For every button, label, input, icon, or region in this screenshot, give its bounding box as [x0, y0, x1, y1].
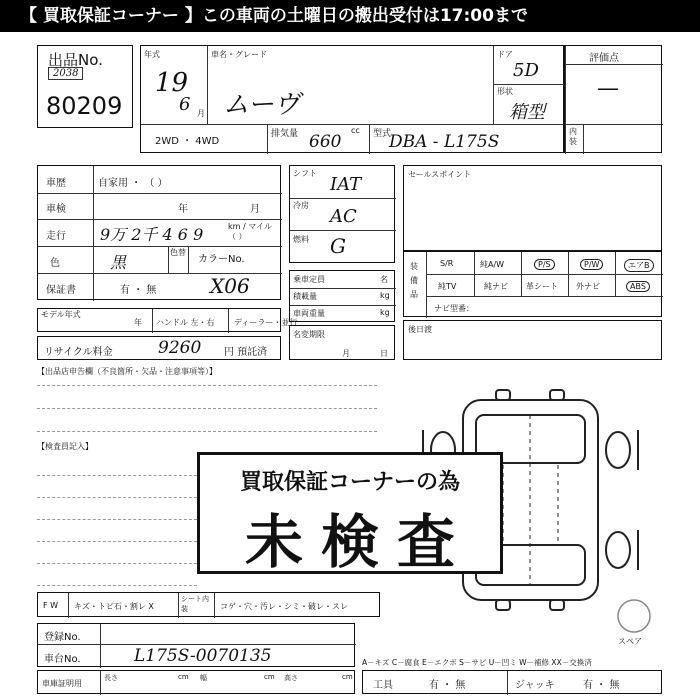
interior-label: 内装	[569, 127, 577, 146]
color-change-label: 色替	[170, 248, 186, 257]
ac-label: 冷房	[293, 201, 309, 210]
color-no-value: X06	[210, 274, 250, 298]
fw-seat-row	[37, 592, 380, 617]
load-label: 積載量	[293, 292, 317, 301]
registration-box	[37, 623, 355, 667]
score-label: 評価点	[589, 53, 619, 64]
inspection-month-unit: 月	[250, 204, 260, 215]
history-table	[37, 165, 281, 300]
equipment-box	[403, 251, 662, 317]
name-change-day: 日	[380, 349, 388, 358]
seat-value: コゲ・穴・汚レ・シミ・破レ・スレ	[220, 602, 348, 611]
inspector-notes-label: 【検査員記入】	[37, 442, 93, 451]
seat-label: シート内装	[181, 595, 209, 613]
year-value: 19	[155, 68, 189, 98]
height-unit: cm	[342, 673, 353, 681]
history-value: 自家用 ・ （ ）	[98, 178, 168, 189]
later-label: 後日渡	[408, 325, 432, 334]
sales-point-label: セールスポイント	[408, 170, 472, 179]
equip-aw: 純A/W	[480, 260, 505, 269]
mileage-value: 9万 2千 4 6 9	[100, 225, 204, 244]
equip-ps: P/S	[534, 259, 555, 270]
width-label: 幅	[200, 674, 207, 682]
door-value: 5D	[513, 60, 539, 81]
mileage-label: 走行	[46, 231, 66, 242]
lot-number: 80209	[46, 92, 123, 120]
width-unit: cm	[264, 673, 275, 681]
equip-pw: P/W	[580, 259, 603, 270]
equip-navi: 純ナビ	[484, 282, 508, 291]
score-value: —	[597, 76, 619, 101]
lot-label: 出品No.	[48, 51, 103, 69]
equip-abs: ABS	[626, 281, 650, 292]
handle-label: ハンドル 左・右	[156, 318, 215, 327]
fw-value: キズ・トビ石・割レ X	[74, 602, 154, 611]
spec-box	[289, 165, 395, 263]
name-change-label: 名変期限	[293, 330, 325, 339]
displacement-value: 660	[309, 132, 342, 152]
length-label: 長さ	[104, 674, 118, 682]
lot-sub-number: 2038	[48, 67, 83, 80]
model-value: DBA - L175S	[389, 132, 500, 152]
garage-size-row	[37, 670, 355, 694]
capacity-unit: 名	[380, 275, 388, 284]
recycle-value: 9260	[158, 338, 202, 358]
load-unit: kg	[380, 291, 390, 300]
inspection-label: 車検	[46, 204, 66, 215]
inspection-year-unit: 年	[178, 204, 188, 215]
mileage-unit: km / マイル（ ）	[228, 222, 273, 241]
tools-jack-row	[362, 670, 662, 694]
drive-label: 2WD ・ 4WD	[155, 136, 220, 147]
month-unit: 月	[197, 109, 205, 118]
capacity-box	[289, 270, 395, 322]
equip-tv: 純TV	[438, 282, 457, 291]
damage-code-legend: A－キズ C－腐食 E－エクボ S－サビ U－凹ミ W－補修 XX－交換済	[362, 658, 592, 667]
stamp-line1: 買取保証コーナーの為	[239, 470, 460, 495]
weight-unit: kg	[380, 308, 390, 317]
length-unit: cm	[178, 673, 189, 681]
ac-value: AC	[330, 206, 357, 227]
shape-value: 箱型	[509, 102, 545, 123]
capacity-label: 乗車定員	[293, 275, 325, 284]
vehicle-name: ムーヴ	[223, 90, 300, 120]
equip-sr: S/R	[440, 259, 454, 268]
color-label: 色	[50, 258, 60, 269]
fuel-value: G	[330, 234, 346, 258]
height-label: 高さ	[284, 674, 298, 682]
seller-notes-label: 【出品店申告欄（不良箇所・欠品・注意事項等）】	[37, 367, 217, 376]
vehicle-info-box	[140, 45, 564, 153]
tools-value: 有 ・ 無	[429, 680, 466, 691]
fuel-label: 燃料	[293, 235, 309, 244]
equip-airbag: エアB	[624, 259, 654, 272]
equip-ext-navi: 外ナビ	[576, 282, 600, 291]
model-year-label: モデル年式	[41, 310, 81, 319]
model-year-unit: 年	[134, 318, 142, 327]
recycle-unit: 円 預託済	[224, 347, 268, 358]
recycle-label: リサイクル料金	[44, 347, 113, 358]
equipment-label: 装備品	[410, 262, 418, 299]
navi-model-label: ナビ型番：	[434, 304, 474, 313]
garage-label: 車庫証明用	[42, 679, 82, 688]
chassis-value: L175S-0070135	[134, 646, 272, 666]
weight-label: 車両重量	[293, 309, 325, 318]
displacement-label: 排気量	[271, 129, 299, 139]
month-value: 6	[179, 94, 191, 115]
stamp-line2: 未検査	[244, 508, 473, 576]
spare-tire-icon	[614, 596, 654, 636]
later-box	[403, 320, 662, 360]
lot-number-box	[37, 45, 133, 128]
color-no-label: カラーNo.	[198, 254, 245, 265]
shift-value: IAT	[330, 174, 362, 195]
door-label: ドア	[497, 50, 513, 59]
jack-value: 有 ・ 無	[583, 680, 620, 691]
sales-point-box	[403, 165, 662, 251]
score-box	[564, 45, 662, 153]
dealer-label: ディーラー・並行	[234, 318, 298, 327]
model-label: 型式	[373, 129, 392, 139]
header-banner: 【 買取保証コーナー 】この車両の土曜日の搬出受付は17:00まで	[0, 0, 700, 32]
name-change-box	[289, 325, 395, 360]
equip-leather: 革シート	[526, 282, 558, 291]
model-year-row	[37, 308, 298, 332]
year-label: 年式	[144, 50, 160, 59]
reg-label: 登録No.	[44, 632, 81, 643]
jack-label: ジャッキ	[515, 680, 555, 691]
warranty-label: 保証書	[46, 285, 76, 296]
not-inspected-stamp	[197, 452, 503, 574]
spare-label: スペア	[618, 637, 642, 646]
name-label: 車名・グレード	[211, 50, 267, 59]
history-label: 車歴	[46, 178, 66, 189]
fw-label: F W	[43, 601, 59, 610]
recycle-row	[37, 336, 281, 360]
displacement-unit: cc	[351, 126, 360, 135]
tools-label: 工具	[373, 680, 393, 691]
chassis-label: 車台No.	[44, 654, 81, 665]
warranty-value: 有 ・ 無	[120, 285, 157, 296]
shape-label: 形状	[497, 87, 513, 96]
shift-label: シフト	[293, 169, 317, 178]
color-value: 黒	[110, 253, 127, 272]
name-change-month: 月	[342, 349, 350, 358]
